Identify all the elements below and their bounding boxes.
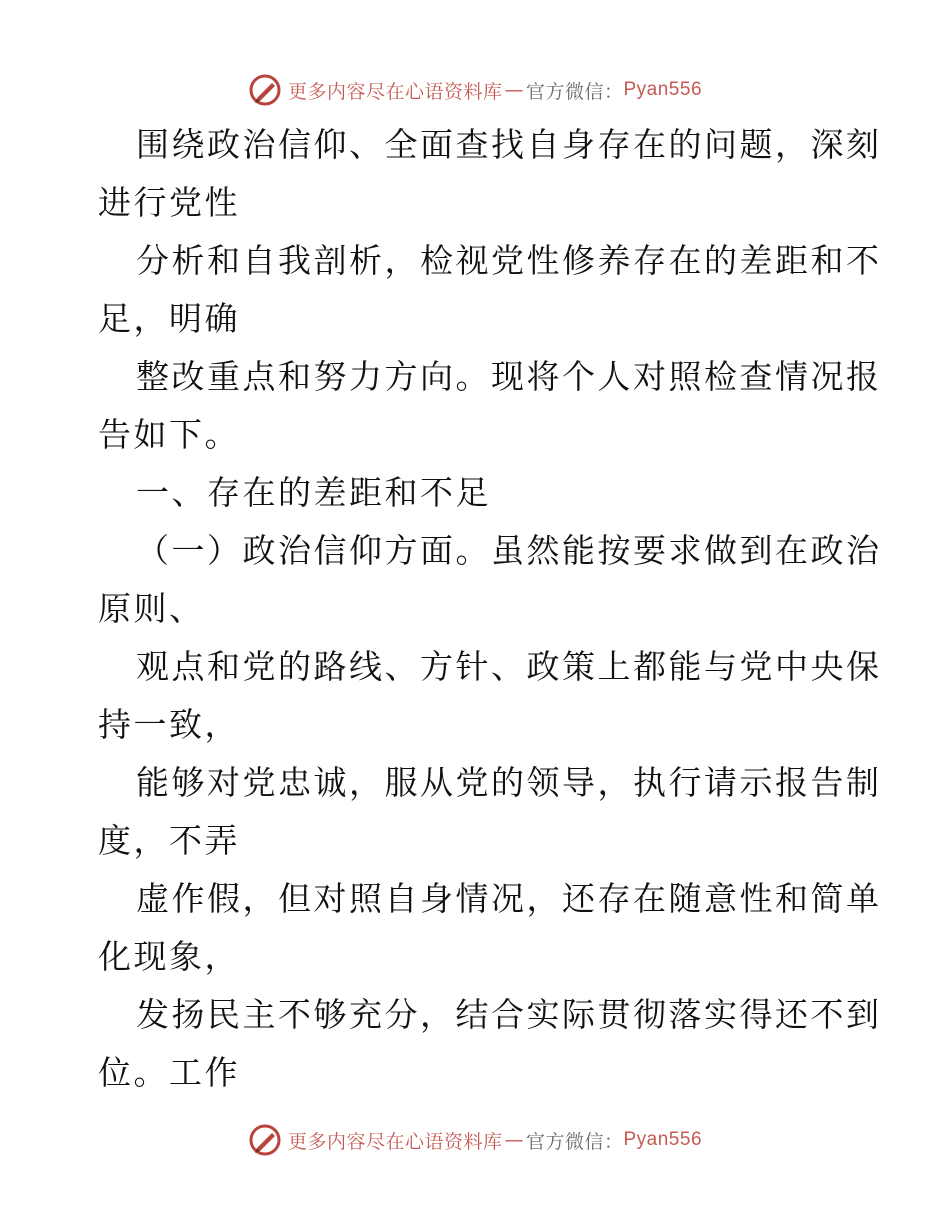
text-line: 位。工作 <box>98 1053 240 1092</box>
section-heading: 一、存在的差距和不足 <box>136 473 491 512</box>
text-line: 围绕政治信仰、全面查找自身存在的问题，深刻 <box>136 125 882 164</box>
watermark-name: 更多内容尽在心语资料库 <box>287 1130 503 1153</box>
watermark-wechat-label: 官方微信： <box>525 1130 624 1153</box>
watermark-wechat-label: 官方微信： <box>525 80 624 103</box>
pen-logo-icon <box>248 73 282 107</box>
text-line: 持一致， <box>98 705 240 744</box>
watermark-dash: — <box>504 1129 524 1151</box>
text-line: 足，明确 <box>98 299 240 338</box>
watermark-wechat-id: Pyan556 <box>623 1129 703 1150</box>
pen-logo-icon <box>248 1123 282 1157</box>
text-line: （一）政治信仰方面。虽然能按要求做到在政治 <box>136 531 882 570</box>
text-line: 进行党性 <box>98 183 240 222</box>
text-line: 告如下。 <box>98 415 240 454</box>
text-line: 分析和自我剖析，检视党性修养存在的差距和不 <box>136 241 882 280</box>
text-line: 原则、 <box>98 589 205 628</box>
text-line: 整改重点和努力方向。现将个人对照检查情况报 <box>136 357 882 396</box>
text-line: 虚作假，但对照自身情况，还存在随意性和简单 <box>136 879 882 918</box>
text-line: 发扬民主不够充分，结合实际贯彻落实得还不到 <box>136 995 882 1034</box>
text-line: 观点和党的路线、方针、政策上都能与党中央保 <box>136 647 882 686</box>
watermark-name: 更多内容尽在心语资料库 <box>287 80 503 103</box>
watermark-dash: — <box>504 79 524 101</box>
document-body <box>98 116 882 1102</box>
header-watermark <box>0 68 950 112</box>
footer-watermark <box>0 1118 950 1162</box>
text-line: 度，不弄 <box>98 821 240 860</box>
text-line: 化现象， <box>98 937 240 976</box>
text-line: 能够对党忠诚，服从党的领导，执行请示报告制 <box>136 763 882 802</box>
watermark-wechat-id: Pyan556 <box>623 79 703 100</box>
